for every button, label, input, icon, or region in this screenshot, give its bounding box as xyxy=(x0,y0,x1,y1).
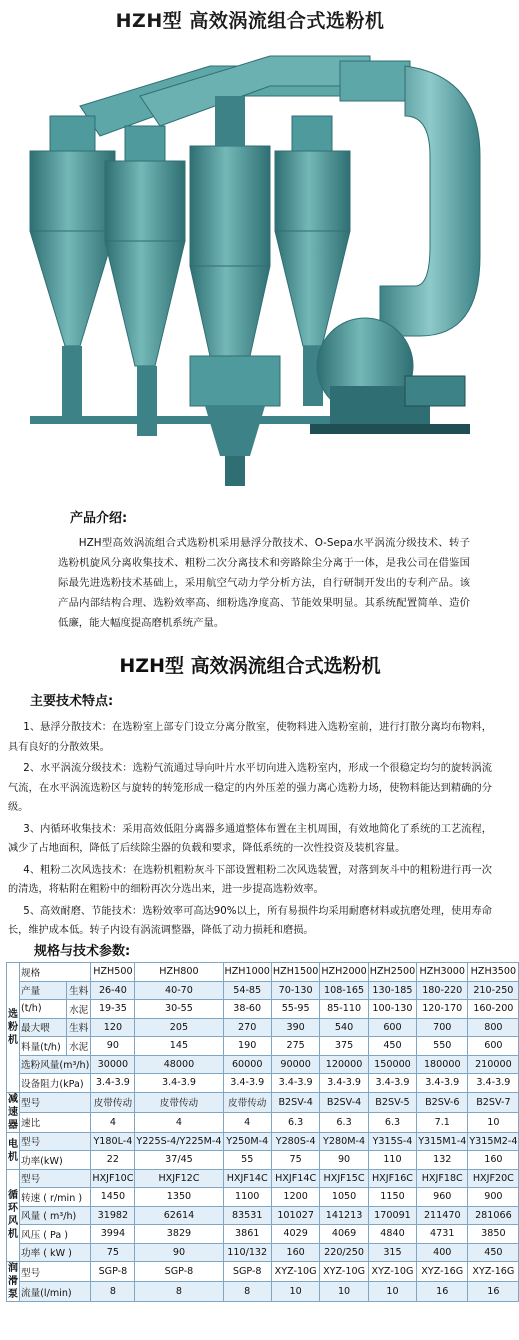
spec-cell: Y315S-4 xyxy=(368,1132,416,1151)
spec-cell: SGP-8 xyxy=(91,1262,135,1282)
spec-cell: 4731 xyxy=(417,1225,468,1244)
spec-cell: 10 xyxy=(468,1112,519,1132)
spec-cell: 120-170 xyxy=(417,1000,468,1019)
spec-cell: 132 xyxy=(417,1151,468,1170)
spec-cell: 150000 xyxy=(368,1055,416,1074)
spec-row xyxy=(7,1169,519,1188)
spec-row-label: 风量 ( m³/h) xyxy=(20,1206,91,1225)
spec-cell: 6.3 xyxy=(271,1112,319,1132)
spec-row-label: 型号 xyxy=(20,1092,91,1112)
spec-cell: 141213 xyxy=(320,1206,368,1225)
spec-cell: 800 xyxy=(468,1018,519,1037)
spec-cell: 皮带传动 xyxy=(91,1092,135,1112)
spec-cell: 6.3 xyxy=(320,1112,368,1132)
spec-cell: 48000 xyxy=(135,1055,223,1074)
spec-cell: 85-110 xyxy=(320,1000,368,1019)
spec-cell: 900 xyxy=(468,1188,519,1207)
spec-cell: 10 xyxy=(271,1282,319,1302)
spec-cell: 16 xyxy=(417,1282,468,1302)
spec-cell: 180000 xyxy=(417,1055,468,1074)
spec-group-label: 减速器 xyxy=(8,1093,18,1131)
spec-cell: 1350 xyxy=(135,1188,223,1207)
spec-row-label: 料量(t/h) xyxy=(20,1037,67,1056)
feature-item: 3、内循环收集技术：采用高效低阻分离器多通道整体布置在主机周围，有效地简化了系统的工艺流程，减少了占地面积，降低了后续除尘器的负载和要求，降低系统的一次性投资及装机容量。 xyxy=(8,823,492,854)
spec-row xyxy=(7,1225,519,1244)
features-heading: 主要技术特点: xyxy=(30,694,114,709)
spec-row-label: 速比 xyxy=(20,1112,91,1132)
spec-cell: Y315M2-4 xyxy=(468,1132,519,1151)
spec-cell: 8 xyxy=(135,1282,223,1302)
spec-row xyxy=(7,1018,519,1037)
spec-cell: 7.1 xyxy=(417,1112,468,1132)
spec-cell: 3.4-3.9 xyxy=(135,1074,223,1093)
spec-cell: 62614 xyxy=(135,1206,223,1225)
base-frame xyxy=(30,416,330,424)
spec-cell: HZH800 xyxy=(135,963,223,982)
spec-row xyxy=(7,1112,519,1132)
spec-cell: B2SV-5 xyxy=(368,1092,416,1112)
spec-cell: 120000 xyxy=(320,1055,368,1074)
spec-cell: 30000 xyxy=(91,1055,135,1074)
circulating-fan xyxy=(310,318,470,434)
spec-cell: 3829 xyxy=(135,1225,223,1244)
spec-row xyxy=(7,1151,519,1170)
spec-row-label: 产量 xyxy=(20,981,67,1000)
spec-cell: Y315M1-4 xyxy=(417,1132,468,1151)
spec-row xyxy=(7,1262,519,1282)
spec-cell: 3.4-3.9 xyxy=(468,1074,519,1093)
spec-cell: 960 xyxy=(417,1188,468,1207)
spec-cell: 145 xyxy=(135,1037,223,1056)
spec-cell: HXJF16C xyxy=(368,1169,416,1188)
spec-cell: 75 xyxy=(91,1243,135,1262)
spec-cell: 210000 xyxy=(468,1055,519,1074)
spec-cell: 16 xyxy=(468,1282,519,1302)
spec-cell: 55-95 xyxy=(271,1000,319,1019)
spec-row-label: 规格 xyxy=(20,963,91,982)
spec-cell: 3.4-3.9 xyxy=(91,1074,135,1093)
spec-cell: 4 xyxy=(223,1112,271,1132)
spec-cell: 450 xyxy=(468,1243,519,1262)
spec-row xyxy=(7,1000,519,1019)
spec-cell: 90000 xyxy=(271,1055,319,1074)
spec-cell: 30-55 xyxy=(135,1000,223,1019)
spec-cell: 540 xyxy=(320,1018,368,1037)
spec-cell: SGP-8 xyxy=(135,1262,223,1282)
feature-item: 5、高效耐磨、节能技术：选粉效率可高达90%以上，所有易损件均采用耐磨材料或抗磨处理，使用寿命长，维护成本低。转子内设有涡流调整器，降低了动力损耗和磨损。 xyxy=(8,905,492,936)
spec-cell: 1050 xyxy=(320,1188,368,1207)
spec-cell: 75 xyxy=(271,1151,319,1170)
spec-cell: HZH1500 xyxy=(271,963,319,982)
spec-row xyxy=(7,1188,519,1207)
spec-row-label: 选粉风量(m³/h) xyxy=(20,1055,91,1074)
spec-cell: 83531 xyxy=(223,1206,271,1225)
spec-cell: 8 xyxy=(91,1282,135,1302)
spec-cell: HXJF18C xyxy=(417,1169,468,1188)
spec-row-label: 功率(kW) xyxy=(20,1151,91,1170)
spec-cell: 3.4-3.9 xyxy=(320,1074,368,1093)
spec-cell: HXJF20C xyxy=(468,1169,519,1188)
spec-row xyxy=(7,1092,519,1112)
spec-row xyxy=(7,1132,519,1151)
spec-cell: Y280M-4 xyxy=(320,1132,368,1151)
spec-cell: HZH1000 xyxy=(223,963,271,982)
spec-row-sublabel: 水泥 xyxy=(66,1037,90,1056)
spec-group-label: 循环风机 xyxy=(7,1169,20,1262)
spec-cell: 3994 xyxy=(91,1225,135,1244)
spec-cell: B2SV-7 xyxy=(468,1092,519,1112)
spec-cell: 270 xyxy=(223,1018,271,1037)
spec-cell: 450 xyxy=(368,1037,416,1056)
feature-item: 4、粗粉二次风选技术：在选粉机粗粉灰斗下部设置粗粉二次风选装置，对落到灰斗中的粗粉进行再一次的清选，将粘附在粗粉中的细粉再次分选出来，进一步提高选粉效率。 xyxy=(8,864,492,895)
spec-cell: XYZ-16G xyxy=(417,1262,468,1282)
spec-cell: 60000 xyxy=(223,1055,271,1074)
spec-row xyxy=(7,963,519,982)
spec-table xyxy=(6,962,519,1302)
spec-row xyxy=(7,1055,519,1074)
spec-cell: 160 xyxy=(468,1151,519,1170)
spec-cell: 1450 xyxy=(91,1188,135,1207)
spec-cell: 70-130 xyxy=(271,981,319,1000)
spec-row xyxy=(7,1037,519,1056)
elbow-duct xyxy=(380,66,480,336)
spec-cell: 211470 xyxy=(417,1206,468,1225)
page-title-top: HZH型 高效涡流组合式选粉机 xyxy=(115,10,385,32)
spec-cell: 8 xyxy=(223,1282,271,1302)
spec-cell: 4 xyxy=(135,1112,223,1132)
spec-cell: 3850 xyxy=(468,1225,519,1244)
spec-cell: HZH2500 xyxy=(368,963,416,982)
spec-cell: 4840 xyxy=(368,1225,416,1244)
spec-cell: 275 xyxy=(271,1037,319,1056)
spec-cell: 4 xyxy=(91,1112,135,1132)
spec-cell: 315 xyxy=(368,1243,416,1262)
spec-cell: 6.3 xyxy=(368,1112,416,1132)
spec-cell: Y250M-4 xyxy=(223,1132,271,1151)
spec-cell: 205 xyxy=(135,1018,223,1037)
spec-cell: HZH500 xyxy=(91,963,135,982)
spec-cell: 600 xyxy=(468,1037,519,1056)
separator-machine-illustration xyxy=(10,36,490,496)
spec-cell: 55 xyxy=(223,1151,271,1170)
spec-row-label: (t/h) xyxy=(20,1000,67,1019)
spec-cell: 160-200 xyxy=(468,1000,519,1019)
spec-cell: Y225S-4/Y225M-4 xyxy=(135,1132,223,1151)
feature-item: 2、水平涡流分级技术：选粉气流通过导向叶片水平切向进入选粉室内，形成一个很稳定均匀的旋转涡流气流，在水平涡流选粉区与旋转的转笼形成一稳定的内外压差的强力离心选粉力场，使物料能达到精确的分级。 xyxy=(8,763,492,813)
spec-cell: 1150 xyxy=(368,1188,416,1207)
spec-row-label: 转速 ( r/min ) xyxy=(20,1188,91,1207)
spec-cell: 4069 xyxy=(320,1225,368,1244)
spec-cell: 1200 xyxy=(271,1188,319,1207)
spec-cell: 110 xyxy=(368,1151,416,1170)
cyclone-left xyxy=(30,116,115,416)
spec-cell: 110/132 xyxy=(223,1243,271,1262)
spec-cell: 19-35 xyxy=(91,1000,135,1019)
spec-cell: HZH3500 xyxy=(468,963,519,982)
spec-cell: HXJF10C xyxy=(91,1169,135,1188)
spec-cell: HXJF14C xyxy=(271,1169,319,1188)
spec-row xyxy=(7,981,519,1000)
spec-row-label: 功率 ( kW ) xyxy=(20,1243,91,1262)
spec-cell: 3861 xyxy=(223,1225,271,1244)
spec-cell: 130-185 xyxy=(368,981,416,1000)
spec-cell: HZH3000 xyxy=(417,963,468,982)
spec-row-label: 风压 ( Pa ) xyxy=(20,1225,91,1244)
spec-cell: 170091 xyxy=(368,1206,416,1225)
spec-group-label: 选粉机 xyxy=(7,963,20,1093)
spec-cell: 皮带传动 xyxy=(135,1092,223,1112)
spec-cell: 3.4-3.9 xyxy=(417,1074,468,1093)
spec-cell: 3.4-3.9 xyxy=(271,1074,319,1093)
spec-row-sublabel: 生料 xyxy=(66,981,90,1000)
spec-row-label: 型号 xyxy=(20,1169,91,1188)
spec-cell: 190 xyxy=(223,1037,271,1056)
spec-cell: 180-220 xyxy=(417,981,468,1000)
spec-cell: 90 xyxy=(320,1151,368,1170)
spec-cell: 100-130 xyxy=(368,1000,416,1019)
spec-cell: 22 xyxy=(91,1151,135,1170)
spec-cell: HXJF12C xyxy=(135,1169,223,1188)
spec-row-label: 型号 xyxy=(20,1262,91,1282)
cyclone-mid-left xyxy=(105,126,185,436)
spec-cell: SGP-8 xyxy=(223,1262,271,1282)
spec-cell: 10 xyxy=(368,1282,416,1302)
spec-group-label: 润滑泵 xyxy=(8,1263,18,1300)
spec-row-sublabel: 水泥 xyxy=(66,1000,90,1019)
spec-group-label: 电机 xyxy=(7,1132,20,1169)
spec-row xyxy=(7,1206,519,1225)
spec-heading: 规格与技术参数: xyxy=(34,944,131,959)
spec-cell: 1100 xyxy=(223,1188,271,1207)
spec-cell: Y280S-4 xyxy=(271,1132,319,1151)
spec-cell: 54-85 xyxy=(223,981,271,1000)
spec-cell: 4029 xyxy=(271,1225,319,1244)
spec-cell: 101027 xyxy=(271,1206,319,1225)
spec-cell: Y180L-4 xyxy=(91,1132,135,1151)
spec-cell: HXJF14C xyxy=(223,1169,271,1188)
spec-cell: HZH2000 xyxy=(320,963,368,982)
spec-cell: 3.4-3.9 xyxy=(368,1074,416,1093)
spec-cell: 550 xyxy=(417,1037,468,1056)
spec-row xyxy=(7,1243,519,1262)
spec-cell: 90 xyxy=(91,1037,135,1056)
spec-cell: 375 xyxy=(320,1037,368,1056)
spec-cell: 210-250 xyxy=(468,981,519,1000)
spec-cell: 600 xyxy=(368,1018,416,1037)
spec-cell: 26-40 xyxy=(91,981,135,1000)
spec-cell: 400 xyxy=(417,1243,468,1262)
spec-cell: B2SV-4 xyxy=(271,1092,319,1112)
spec-cell: 108-165 xyxy=(320,981,368,1000)
spec-cell: 160 xyxy=(271,1243,319,1262)
page-title-mid: HZH型 高效涡流组合式选粉机 xyxy=(119,655,381,677)
spec-cell: 皮带传动 xyxy=(223,1092,271,1112)
intro-text: HZH型高效涡流组合式选粉机采用悬浮分散技术、O-Sepa水平涡流分级技术、转子选粉机旋风分离收集技术、粗粉二次分离技术和旁路除尘分离于一体，是我公司在借鉴国际最先进选粉技术基础上，采用航空气动力学分析方法，自行研制开发出的专利产品。该产品内部结构合理、选粉效率高、细粉选净度高、节能效果明显。其系统配置简单、造价低廉，能大幅度提高磨机系统产量。 xyxy=(58,537,470,629)
spec-cell: 40-70 xyxy=(135,981,223,1000)
spec-cell: 3.4-3.9 xyxy=(223,1074,271,1093)
spec-cell: 700 xyxy=(417,1018,468,1037)
spec-cell: 31982 xyxy=(91,1206,135,1225)
features-list xyxy=(8,718,492,943)
spec-cell: 38-60 xyxy=(223,1000,271,1019)
spec-row-sublabel: 生料 xyxy=(66,1018,90,1037)
main-separator-body xyxy=(190,96,280,486)
spec-cell: XYZ-10G xyxy=(368,1262,416,1282)
spec-cell: B2SV-6 xyxy=(417,1092,468,1112)
feature-item: 1、悬浮分散技术：在选粉室上部专门设立分离分散室，使物料进入选粉室前，进行打散分离均布物料，具有良好的分散效果。 xyxy=(8,722,492,753)
spec-cell: 281066 xyxy=(468,1206,519,1225)
spec-cell: HXJF15C xyxy=(320,1169,368,1188)
spec-cell: B2SV-4 xyxy=(320,1092,368,1112)
spec-cell: 10 xyxy=(320,1282,368,1302)
spec-row-label: 型号 xyxy=(20,1132,91,1151)
spec-cell: 220/250 xyxy=(320,1243,368,1262)
spec-cell: 120 xyxy=(91,1018,135,1037)
spec-row-label: 设备阻力(kPa) xyxy=(20,1074,91,1093)
spec-cell: XYZ-10G xyxy=(320,1262,368,1282)
spec-row xyxy=(7,1282,519,1302)
spec-cell: 37/45 xyxy=(135,1151,223,1170)
spec-row-label: 最大喂 xyxy=(20,1018,67,1037)
spec-cell: XYZ-10G xyxy=(271,1262,319,1282)
spec-row xyxy=(7,1074,519,1093)
spec-cell: 90 xyxy=(135,1243,223,1262)
spec-row-label: 流量(l/min) xyxy=(20,1282,91,1302)
spec-cell: 390 xyxy=(271,1018,319,1037)
intro-heading: 产品介绍: xyxy=(70,511,128,526)
spec-cell: XYZ-16G xyxy=(468,1262,519,1282)
